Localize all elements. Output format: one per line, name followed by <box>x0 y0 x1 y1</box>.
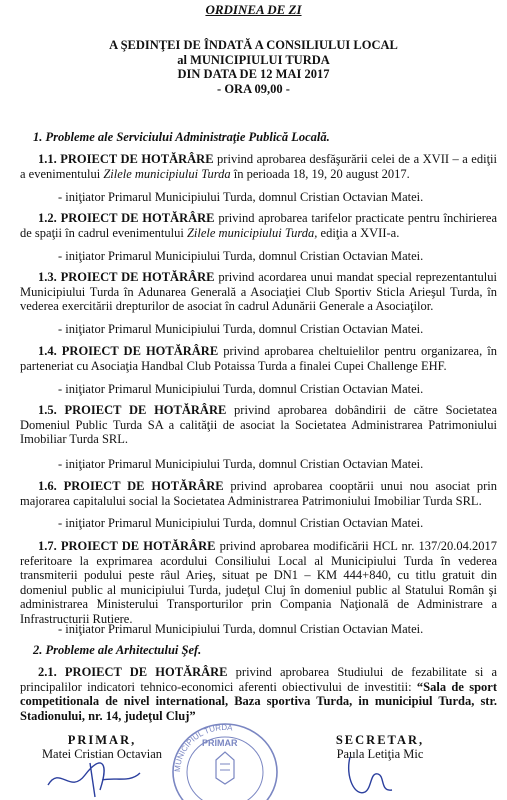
mayor-name: Matei Cristian Octavian <box>41 747 163 761</box>
initiator-1-1: - iniţiator Primarul Municipiului Turda, domnul Cristian Octavian Matei. <box>58 190 424 204</box>
agenda-item-2-1: 2.1. PROIECT DE HOTĂRÂRE privind aprobarea Studiului de fezabilitate si a principalilor indicatori tehnico-economici aferenti obiectivului de investitii: “Sala de sport competitionala de nivel international, Baza sportiva Turda, in municipiul Turda, str. Stadionului, nr. 14, judeţul Cluj” <box>20 665 498 723</box>
agenda-item-1-4: 1.4. PROIECT DE HOTĂRÂRE privind aprobarea cheltuielilor pentru organizarea, în parteneriat cu Asociaţia Handbal Club Potaissa Turda a finalei Cupei Challenge EHF. <box>20 344 497 373</box>
agenda-item-1-5: 1.5. PROIECT DE HOTĂRÂRE privind aprobarea dobândirii de către Societatea Domeniul Public Turda SA a calităţii de asociat la Societatea Administrarea Patrimoniului Imobiliar Turda SRL. <box>20 403 497 446</box>
secretary-role: SECRETAR, <box>335 733 425 747</box>
initiator-1-7: - iniţiator Primarul Municipiului Turda, domnul Cristian Octavian Matei. <box>58 622 424 636</box>
heading-line-4: - ORA 09,00 - <box>217 81 290 96</box>
secretary-signature-icon <box>340 752 400 800</box>
meeting-heading <box>0 38 507 96</box>
heading-line-3: DIN DATA DE 12 MAI 2017 <box>177 67 330 81</box>
heading-line-1: A ŞEDINŢEI DE ÎNDATĂ A CONSILIULUI LOCAL <box>109 38 398 52</box>
initiator-1-6: - iniţiator Primarul Municipiului Turda, domnul Cristian Octavian Matei. <box>58 516 424 530</box>
agenda-item-1-3: 1.3. PROIECT DE HOTĂRÂRE privind acordarea unui mandat special reprezentantului Municipiului Turda în Adunarea Generală a Asociaţiei Club Sportiv Sticla Arieşul Turda, în vederea exercitării drepturilor de asociat în cadrul Adunării Generale a Asociaţilor. <box>20 270 497 313</box>
section-2-heading: 2. Probleme ale Arhitectului Şef. <box>33 643 202 657</box>
agenda-item-1-7: 1.7. PROIECT DE HOTĂRÂRE privind aprobarea modificării HCL nr. 137/20.04.2017 referitoare la exprimarea acordului Consiliului Local al Municipiului Turda în vederea transmiterii podului peste râul Arieş, situat pe DN1 – KM 444+840, cu titlu gratuit din domeniul public al municipiului Turda, judeţul Cluj în domeniul public al Statului Român şi administrarea Ministerului Transporturilor prin Compania Naţională de Administrare a Infrastructurii Rutiere. <box>20 539 497 626</box>
mayor-role: PRIMAR, <box>67 733 137 747</box>
agenda-item-1-6: 1.6. PROIECT DE HOTĂRÂRE privind aprobarea cooptării unui nou asociat prin majorarea capitalului social la Societatea Administrarea Patrimoniului Imobiliar Turda SRL. <box>20 479 497 508</box>
agenda-item-1-1: 1.1. PROIECT DE HOTĂRÂRE privind aprobarea desfăşurării celei de a XVII – a ediţii a evenimentului Zilele municipiului Turda în perioada 18, 19, 20 august 2017. <box>20 152 497 181</box>
mayor-signature-icon <box>40 755 150 800</box>
agenda-item-1-2: 1.2. PROIECT DE HOTĂRÂRE privind aprobarea tarifelor practicate pentru închirierea de spaţii în cadrul evenimentului Zilele municipiului Turda, ediţia a XVII-a. <box>20 211 497 240</box>
document-title: ORDINEA DE ZI <box>205 2 302 17</box>
initiator-1-5: - iniţiator Primarul Municipiului Turda, domnul Cristian Octavian Matei. <box>58 457 424 471</box>
secretary-name: Paula Letiţia Mic <box>336 747 424 761</box>
initiator-1-4: - iniţiator Primarul Municipiului Turda, domnul Cristian Octavian Matei. <box>58 382 424 396</box>
official-seal-icon <box>150 712 300 800</box>
section-1-heading: 1. Probleme ale Serviciului Administraţie Publică Locală. <box>33 130 330 144</box>
initiator-1-3: - iniţiator Primarul Municipiului Turda, domnul Cristian Octavian Matei. <box>58 322 424 336</box>
seal-primar-text: PRIMAR <box>202 738 238 748</box>
heading-line-2: al MUNICIPIULUI TURDA <box>177 52 330 67</box>
seal-title-text: MUNICIPIUL TURDA <box>172 722 234 773</box>
initiator-1-2: - iniţiator Primarul Municipiului Turda, domnul Cristian Octavian Matei. <box>58 249 424 263</box>
